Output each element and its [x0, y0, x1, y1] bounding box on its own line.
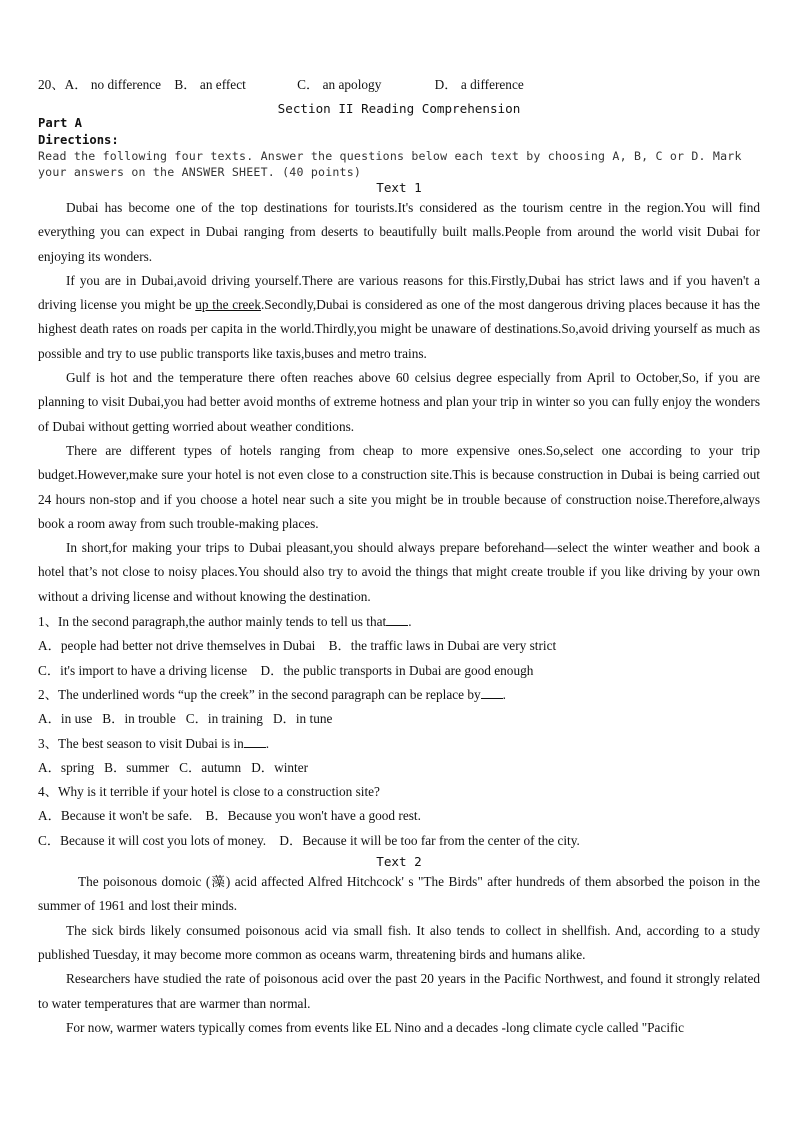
q2-stem-end: . [502, 686, 506, 702]
text-2-paragraph-4: For now, warmer waters typically comes from events like EL Nino and a decades -long climate cycle called "Pacific [66, 1019, 685, 1035]
q1-option-a: A．people had better not drive themselves in Dubai [38, 638, 316, 654]
question-1-options-cd [38, 659, 760, 683]
q4-option-a: A．Because it won't be safe. [38, 808, 193, 824]
q3-option-c: C．autumn [179, 759, 242, 775]
text-2-paragraph-3: Researchers have studied the rate of poisonous acid over the past 20 years in the Pacific Northwest, and found it strongly related to water temperatures that are warmer than normal. [38, 971, 760, 1011]
text-1-paragraph-1: Dubai has become one of the top destinations for tourists.It's considered as the tourism centre in the region.You will find everything you can expect in Dubai ranging from deserts to beautifully built malls.People from around the world visit Dubai for enjoying its wonders. [38, 200, 760, 264]
directions-line-1: Read the following four texts. Answer the questions below each text by choosing A, B, C or D. Mark [38, 149, 742, 163]
question-1-stem [38, 610, 760, 634]
q2-option-b: B．in trouble [102, 711, 176, 727]
text-2-paragraph-1: The poisonous domoic (藻) acid affected Alfred Hitchcock' s "The Birds" after hundreds of them absorbed the poison in the summer of 1961 and lost their minds. [38, 874, 760, 914]
q4-option-b: B．Because you won't have a good rest. [205, 808, 421, 824]
text-2-paragraph-2: The sick birds likely consumed poisonous acid via small fish. It also tends to collect in shellfish. And, according to a study published Tuesday, it may become more common as oceans warm, threatening birds and humans alike. [38, 922, 760, 962]
text-1-paragraph-5: In short,for making your trips to Dubai pleasant,you should always prepare beforehand—select the winter weather and book a hotel that’s not close to noisy places.You should also try to avoid the things that might create trouble if you like driving by your own without a driving license and without knowing the destination. [38, 540, 760, 604]
text-1-questions [38, 610, 760, 853]
question-3-options [38, 756, 760, 780]
text-1-p2-before: If you are in Dubai,avoid driving yourself.There are various reasons for this.Firstly,Dubai has strict laws and if you haven't a driving license you might be [38, 272, 760, 313]
question-4-options-cd [38, 829, 760, 853]
underlined-phrase: up the creek [195, 297, 261, 313]
answer-blank [481, 686, 503, 699]
answer-blank [244, 735, 266, 748]
question-4-stem: 4、Why is it terrible if your hotel is close to a construction site? [38, 784, 380, 800]
q20-option-c: C． an apology [297, 77, 382, 92]
q20-number: 20、 [38, 77, 65, 92]
text-1-p2-after: .Secondly,Dubai is considered as one of the most dangerous driving places because it has the highest death rates on roads per capita in the world.Thirdly,you might be unaware of destinations.So,avoid driving yourself as much as possible and try to use public transports like taxis,buses and metro trains. [38, 297, 760, 361]
directions-label: Directions: [38, 132, 119, 147]
text-1-body [38, 196, 760, 609]
q2-option-c: C．in training [185, 711, 263, 727]
question-3-stem [38, 732, 760, 756]
q2-option-d: D．in tune [272, 711, 333, 727]
answer-blank [386, 613, 408, 626]
q1-option-d: D．the public transports in Dubai are good enough [260, 662, 534, 678]
q2-option-a: A．in use [38, 711, 93, 727]
text-2-label: Text 2 [376, 854, 422, 870]
text-1-label: Text 1 [376, 180, 422, 195]
q1-option-c: C．it's import to have a driving license [38, 662, 248, 678]
q3-stem-end: . [265, 735, 270, 751]
q3-stem-text: 3、The best season to visit Dubai is in [38, 735, 244, 751]
question-2-options [38, 707, 760, 731]
q20-option-b: B． an effect [174, 77, 246, 92]
question-4-options-ab [38, 804, 760, 828]
q3-option-d: D．winter [251, 759, 309, 775]
question-20 [38, 76, 760, 94]
q4-option-c: C．Because it will cost you lots of money. [38, 832, 267, 848]
q1-stem-text: 1、In the second paragraph,the author mainly tends to tell us that [38, 614, 387, 630]
q4-option-d: D．Because it will be too far from the center of the city. [279, 832, 580, 848]
text-1-paragraph-2 [38, 269, 760, 366]
document-page [38, 76, 760, 1040]
text-1-paragraph-3: Gulf is hot and the temperature there often reaches above 60 celsius degree especially from April to October,So, if you are planning to visit Dubai,you had better avoid months of extreme hotness and plan your trip in winter so you can fully enjoy the wonders of Dubai without getting worried about weather conditions. [38, 370, 760, 434]
part-label: Part A [38, 116, 83, 130]
directions-line-2: your answers on the ANSWER SHEET. (40 points) [38, 165, 362, 179]
question-1-options-ab [38, 634, 760, 658]
q3-option-a: A．spring [38, 759, 95, 775]
q2-stem-text: 2、The underlined words “up the creek” in the second paragraph can be replace by [38, 686, 481, 702]
text-2-body [38, 870, 760, 1040]
q3-option-b: B．summer [104, 759, 170, 775]
q1-option-b: B．the traffic laws in Dubai are very strict [328, 638, 557, 654]
text-1-paragraph-4: There are different types of hotels ranging from cheap to more expensive ones.So,select one according to your trip budget.However,make sure your hotel is not even close to a construction site.This is because construction in Dubai is being carried out 24 hours non-stop and if you choose a hotel near such a site you might be in trouble because of construction noise.Therefore,always book a room away from such trouble-making places. [38, 442, 760, 531]
q20-option-d: D． a difference [434, 77, 524, 92]
section-title: Section II Reading Comprehension [277, 101, 521, 116]
q1-stem-end: . [408, 614, 412, 630]
question-2-stem [38, 683, 760, 707]
q20-option-a: A． no difference [64, 77, 162, 92]
